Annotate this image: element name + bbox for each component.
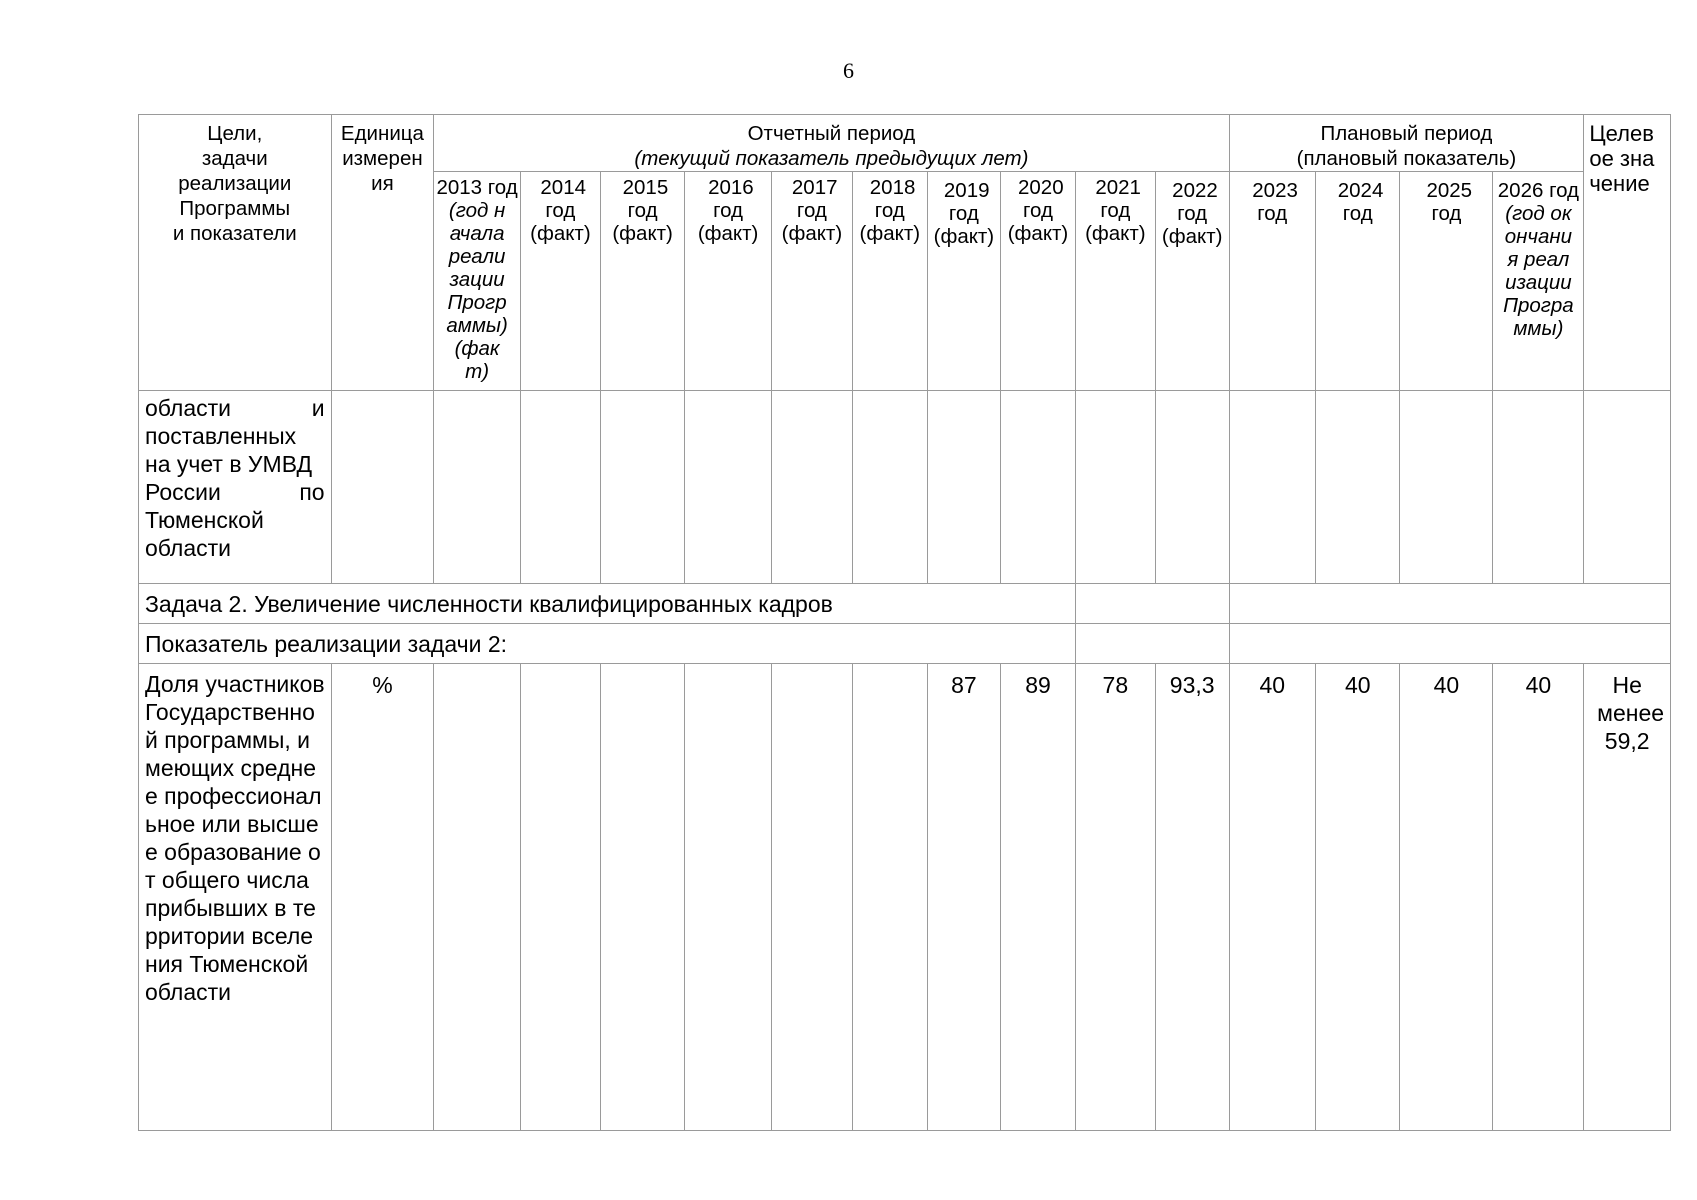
empty-cell	[1229, 584, 1671, 624]
indicator-text: Доля участников Государственной программы, имеющих среднее профессиональное или высшее образование от общего числа прибывших в территории вселения Тюменской области	[145, 671, 325, 1005]
task2-indicator-cell	[139, 624, 1076, 664]
indicator-row	[139, 664, 1671, 1131]
empty-cell	[1493, 391, 1584, 584]
indicator-value-2013	[434, 664, 521, 1131]
empty-cell	[927, 391, 1001, 584]
indicator-value-2021: 78	[1075, 664, 1155, 1131]
goals-header-label: Цели, задачи реализации Программы и показатели	[172, 122, 297, 245]
year-header-2018	[852, 172, 927, 391]
reporting-period-header	[434, 115, 1229, 172]
year-label: 2019 год	[943, 179, 990, 225]
page-number: 6	[843, 58, 854, 83]
indicator-text-cell	[139, 664, 332, 1131]
continuation-row	[139, 391, 1671, 584]
reporting-period-title: Отчетный период	[747, 122, 916, 145]
empty-cell	[1400, 391, 1493, 584]
year-note: (факт)	[612, 222, 673, 245]
year-header-2022	[1155, 172, 1229, 391]
year-header-2017	[771, 172, 852, 391]
task2-indicator-row	[139, 624, 1671, 664]
indicator-value-2024: 40	[1316, 664, 1400, 1131]
year-header-2013	[434, 172, 521, 391]
continuation-line: России по	[145, 479, 325, 505]
year-note: (факт)	[1161, 225, 1223, 248]
year-label: 2025 год	[1426, 179, 1473, 225]
indicator-value-2022: 93,3	[1155, 664, 1229, 1131]
indicator-value-2018	[852, 664, 927, 1131]
task2-row	[139, 584, 1671, 624]
indicator-value-2023: 40	[1229, 664, 1316, 1131]
indicator-value-2019: 87	[927, 664, 1001, 1131]
continuation-line: области и	[145, 395, 325, 421]
planned-period-subtitle: (плановый показатель)	[1296, 147, 1517, 170]
year-header-2023	[1229, 172, 1316, 391]
task2-indicator-label: Показатель реализации задачи 2:	[145, 630, 508, 657]
year-label: 2016 год	[708, 176, 754, 222]
empty-cell	[1229, 391, 1316, 584]
indicator-value-2016	[685, 664, 772, 1131]
continuation-line: области	[145, 535, 232, 561]
year-header-2026	[1493, 172, 1584, 391]
year-label: 2018 год	[869, 176, 916, 222]
target-header-label: Целевое значение	[1589, 121, 1655, 196]
task2-label-cell	[139, 584, 1076, 624]
year-header-2016	[685, 172, 772, 391]
year-label: 2020 год	[1017, 176, 1064, 222]
year-header-2024	[1316, 172, 1400, 391]
task2-label: Задача 2. Увеличение численности квалифицированных кадров	[145, 590, 833, 617]
empty-cell	[1229, 624, 1671, 664]
year-note: (факт)	[781, 222, 843, 245]
indicator-value-2025: 40	[1400, 664, 1493, 1131]
indicator-target: Не менее 59,2	[1597, 672, 1665, 754]
year-label: 2014 год	[540, 176, 586, 222]
year-label: 2015 год	[622, 176, 669, 222]
reporting-period-subtitle: (текущий показатель предыдущих лет)	[634, 147, 1029, 170]
empty-cell	[685, 391, 772, 584]
empty-cell	[520, 391, 600, 584]
unit-header	[331, 115, 434, 391]
empty-cell	[331, 391, 434, 584]
empty-cell	[1155, 391, 1229, 584]
empty-cell	[1001, 391, 1076, 584]
target-header	[1584, 115, 1671, 391]
indicator-unit: %	[331, 664, 434, 1131]
year-label: 2013 год	[436, 176, 518, 199]
indicators-table	[138, 114, 1671, 1131]
empty-cell	[434, 391, 521, 584]
year-header-2020	[1001, 172, 1076, 391]
empty-cell	[1075, 391, 1155, 584]
unit-header-label: Единица измерения	[340, 122, 424, 195]
year-note: (год начала реализации Программы) (факт)	[446, 199, 508, 383]
year-note: (факт)	[859, 222, 921, 245]
indicator-value-2015	[600, 664, 684, 1131]
empty-cell	[1075, 584, 1229, 624]
year-note: (год окончания реализации Программы)	[1503, 202, 1574, 340]
indicator-value-2020: 89	[1001, 664, 1076, 1131]
year-header-2025	[1400, 172, 1493, 391]
indicator-value-2026: 40	[1493, 664, 1584, 1131]
continuation-line: поставленных	[145, 423, 297, 449]
empty-cell	[600, 391, 684, 584]
year-header-2014	[520, 172, 600, 391]
planned-period-header	[1229, 115, 1584, 172]
year-note: (факт)	[1085, 222, 1146, 245]
empty-cell	[852, 391, 927, 584]
empty-cell	[771, 391, 852, 584]
year-header-2021	[1075, 172, 1155, 391]
goals-header	[139, 115, 332, 391]
indicator-value-2017	[771, 664, 852, 1131]
empty-cell	[1584, 391, 1671, 584]
indicator-target-cell	[1584, 664, 1671, 1131]
continuation-cell	[139, 391, 332, 584]
year-note: (факт)	[933, 225, 995, 248]
indicator-value-2014	[520, 664, 600, 1131]
year-note: (факт)	[530, 222, 591, 245]
continuation-line: Тюменской	[145, 507, 264, 533]
continuation-line: на учет в УМВД	[145, 451, 313, 477]
year-label: 2023 год	[1252, 179, 1298, 225]
year-header-2015	[600, 172, 684, 391]
header-row-1	[139, 115, 1671, 172]
year-note: (факт)	[697, 222, 759, 245]
year-label: 2021 год	[1095, 176, 1141, 222]
year-label: 2022 год	[1172, 179, 1218, 225]
planned-period-title: Плановый период	[1320, 122, 1493, 145]
year-note: (факт)	[1007, 222, 1069, 245]
year-header-2019	[927, 172, 1001, 391]
empty-cell	[1316, 391, 1400, 584]
year-label: 2024 год	[1337, 179, 1384, 225]
year-label: 2026 год	[1497, 179, 1580, 202]
empty-cell	[1075, 624, 1229, 664]
year-label: 2017 год	[791, 176, 838, 222]
